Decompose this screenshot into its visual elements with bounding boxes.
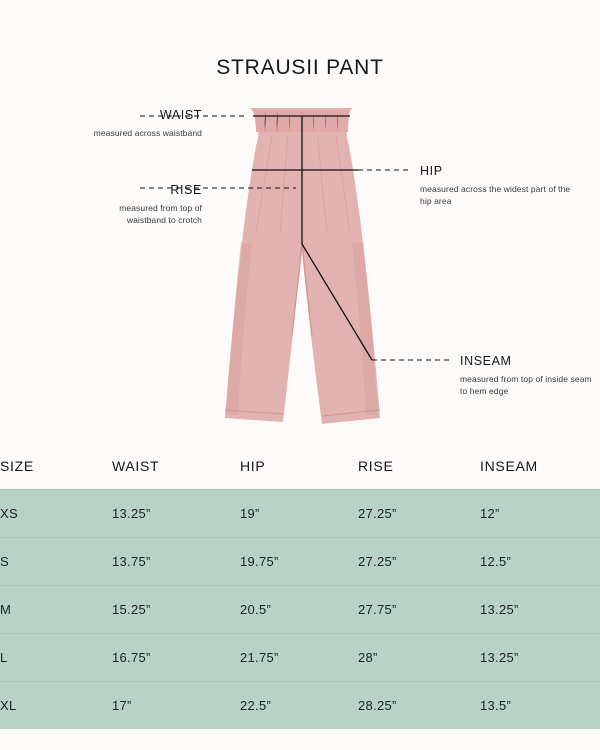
annotation-rise-description: measured from top of waistband to crotch: [119, 202, 202, 225]
cell-waist: 15.25”: [112, 602, 151, 617]
cell-size: XL: [0, 698, 17, 713]
table-header-waist: WAIST: [112, 458, 160, 474]
cell-inseam: 12”: [480, 506, 500, 521]
cell-size: S: [0, 554, 9, 569]
cell-rise: 27.25”: [358, 506, 397, 521]
cell-waist: 13.75”: [112, 554, 151, 569]
table-header-rise: RISE: [358, 458, 394, 474]
annotation-hip-description: measured across the widest part of the hip area: [420, 183, 571, 206]
cell-waist: 17”: [112, 698, 132, 713]
size-table: [0, 443, 600, 729]
annotation-waist-label: WAIST: [159, 108, 202, 122]
cell-hip: 21.75”: [240, 650, 279, 665]
cell-inseam: 13.25”: [480, 650, 519, 665]
table-header-row: [0, 443, 600, 489]
cell-rise: 27.25”: [358, 554, 397, 569]
annotation-hip: [420, 164, 580, 207]
table-header-inseam: INSEAM: [480, 458, 538, 474]
cell-hip: 20.5”: [240, 602, 272, 617]
annotation-rise-label: RISE: [170, 183, 202, 197]
page-title: STRAUSII PANT: [216, 56, 384, 79]
cell-inseam: 13.5”: [480, 698, 512, 713]
table-row: [0, 585, 600, 633]
annotation-inseam: [460, 354, 600, 397]
illustration-area: [0, 92, 600, 437]
cell-inseam: 12.5”: [480, 554, 512, 569]
annotation-inseam-description: measured from top of inside seam to hem edge: [460, 373, 592, 396]
cell-inseam: 13.25”: [480, 602, 519, 617]
cell-rise: 27.75”: [358, 602, 397, 617]
table-row: [0, 489, 600, 537]
cell-size: XS: [0, 506, 18, 521]
annotation-rise: [82, 183, 202, 226]
annotation-waist-description: measured across waistband: [93, 127, 202, 138]
cell-hip: 22.5”: [240, 698, 272, 713]
annotation-waist: [82, 108, 202, 139]
annotation-inseam-label: INSEAM: [460, 354, 512, 368]
cell-hip: 19.75”: [240, 554, 279, 569]
cell-rise: 28.25”: [358, 698, 397, 713]
table-row: [0, 633, 600, 681]
cell-size: M: [0, 602, 12, 617]
annotation-hip-label: HIP: [420, 164, 443, 178]
cell-waist: 16.75”: [112, 650, 151, 665]
table-header-hip: HIP: [240, 458, 266, 474]
cell-rise: 28”: [358, 650, 378, 665]
cell-hip: 19”: [240, 506, 260, 521]
cell-size: L: [0, 650, 8, 665]
table-header-size: SIZE: [0, 458, 34, 474]
table-row: [0, 537, 600, 585]
table-row: [0, 681, 600, 729]
cell-waist: 13.25”: [112, 506, 151, 521]
